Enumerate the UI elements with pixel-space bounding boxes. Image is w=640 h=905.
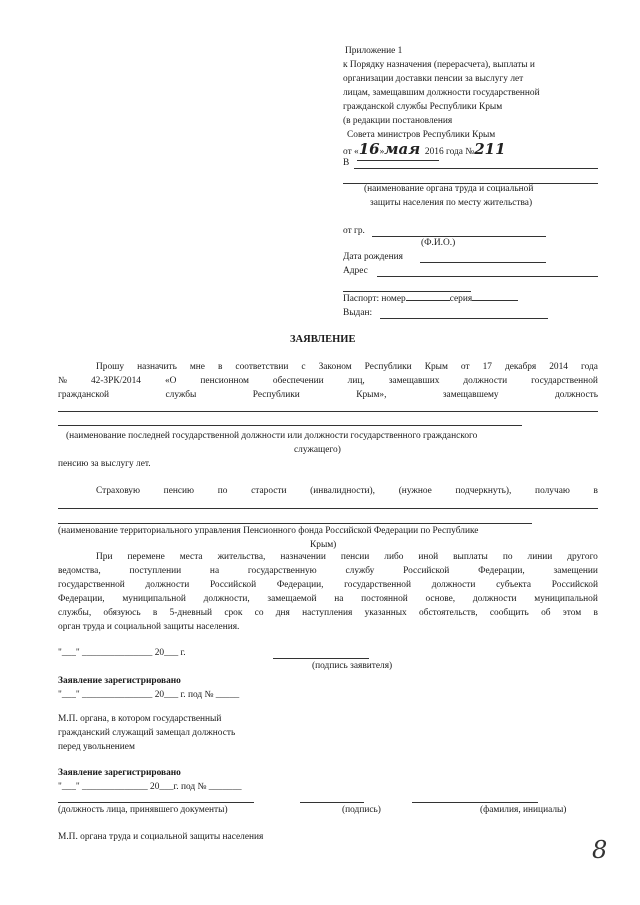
- word: по: [502, 552, 513, 562]
- handwritten-number: 211: [474, 140, 506, 158]
- word: либо: [384, 552, 404, 562]
- word: замещении: [553, 566, 598, 576]
- word: субъекта: [496, 580, 532, 590]
- word: службу: [345, 566, 375, 576]
- appendix-line-7: Совета министров Республики Крым: [347, 130, 496, 140]
- word: Федерации,: [478, 566, 525, 576]
- word: пенсии: [340, 552, 370, 562]
- para1-caption-2: служащего): [294, 445, 341, 455]
- word: выплаты: [453, 552, 488, 562]
- word: государственной: [58, 580, 125, 590]
- underline-pension-fund-2: [58, 523, 532, 524]
- passport-label: Паспорт: номер серия: [343, 294, 518, 304]
- to-label: В: [343, 158, 350, 168]
- underline-pension-fund-1: [58, 508, 598, 509]
- registration-2-name-line: [412, 802, 538, 803]
- word: должности,: [203, 594, 250, 604]
- appendix-line-1: Приложение 1: [345, 46, 403, 56]
- address-label: Адрес: [343, 266, 368, 276]
- word: наступления: [302, 608, 353, 618]
- underline-address-2: [343, 291, 471, 292]
- handwritten-month: мая: [384, 140, 421, 158]
- registration-2-line: "___" ______________ 20___г. под № _______: [58, 782, 242, 792]
- word: дня: [275, 608, 290, 618]
- registration-2-caption-name: (фамилия, инициалы): [480, 805, 567, 815]
- underline-position-1: [58, 411, 598, 412]
- page-number: 8: [592, 836, 608, 864]
- word: ведомства,: [58, 566, 101, 576]
- word: в: [217, 362, 223, 372]
- word: поступлении: [129, 566, 182, 576]
- underline-to: [354, 168, 598, 169]
- word: обеспечении: [272, 376, 324, 386]
- word: по: [217, 486, 228, 496]
- para2-line-1: [96, 486, 598, 496]
- word: замещавших: [388, 376, 440, 386]
- appendix-line-3: организации доставки пенсии за выслугу лет: [343, 74, 524, 84]
- word: перемене: [127, 552, 165, 562]
- word: Федерации,: [276, 580, 324, 590]
- word: линии: [527, 552, 553, 562]
- word: замещавшему: [442, 390, 499, 400]
- word: назначении: [280, 552, 326, 562]
- para1-line-3: [58, 390, 598, 400]
- applicant-date-line: "___" _______________ 20___ г.: [58, 648, 186, 658]
- underline-issued: [380, 318, 548, 319]
- word: должности: [463, 376, 508, 386]
- registration-1-mp-2: гражданский служащий замещал должность: [58, 728, 236, 738]
- word: При: [96, 552, 113, 562]
- word: в: [152, 608, 158, 618]
- registration-2-title: Заявление зарегистрировано: [58, 768, 181, 778]
- para1-line-1: [96, 362, 598, 372]
- underline-date: [357, 160, 439, 161]
- word: должности: [472, 594, 517, 604]
- from-label: от гр.: [343, 226, 365, 236]
- word: с: [301, 362, 306, 372]
- word: в: [593, 608, 598, 618]
- word: муниципальной: [534, 594, 598, 604]
- word: службы,: [58, 608, 92, 618]
- word: иной: [418, 552, 439, 562]
- word: этом: [562, 608, 582, 618]
- registration-2-position-line: [58, 802, 254, 803]
- word: года: [580, 362, 598, 372]
- word: должности: [431, 580, 476, 590]
- word: пенсию: [163, 486, 195, 496]
- para3-line-4: [58, 594, 598, 604]
- registration-2-caption-position: (должность лица, принявшего документы): [58, 805, 228, 815]
- word: №: [58, 376, 67, 386]
- word: обязуюсь: [103, 608, 141, 618]
- para1-caption-1: (наименование последней государственной должности или должности государственного гражданского: [66, 431, 478, 441]
- issued-label: Выдан:: [343, 308, 373, 318]
- word: Российской: [403, 566, 450, 576]
- word: государственной: [344, 580, 411, 590]
- word: муниципальной: [122, 594, 186, 604]
- word: службы: [165, 390, 197, 400]
- appendix-line-5: гражданской службы Республики Крым: [343, 102, 503, 112]
- word: должности: [145, 580, 190, 590]
- word: со: [254, 608, 264, 618]
- word: места: [179, 552, 203, 562]
- word: гражданской: [58, 390, 110, 400]
- para3-line-5: [58, 608, 598, 618]
- word: срок: [224, 608, 243, 618]
- handwritten-day: 16: [358, 140, 380, 158]
- word: Российской: [551, 580, 598, 590]
- word: постоянной: [361, 594, 408, 604]
- word: 42-ЗРК/2014: [90, 376, 141, 386]
- registration-1-title: Заявление зарегистрировано: [58, 676, 181, 686]
- word: назначить: [137, 362, 177, 372]
- word: соответствии: [235, 362, 289, 372]
- word: Прошу: [96, 362, 125, 372]
- para1-line-2: [58, 376, 598, 386]
- word: Страховую: [96, 486, 141, 496]
- para3-line-2: [58, 566, 598, 576]
- word: обстоятельств,: [418, 608, 478, 618]
- word: в: [593, 486, 598, 496]
- applicant-signature-line: [273, 658, 369, 659]
- registration-1-mp-3: перед увольнением: [58, 742, 135, 752]
- underline-address: [377, 276, 598, 277]
- appendix-line-4: лицам, замещавшим должности государственной: [343, 88, 540, 98]
- fio-caption: (Ф.И.О.): [421, 238, 456, 248]
- word: Республики: [364, 362, 412, 372]
- word: «О: [164, 376, 177, 386]
- word: Федерации,: [58, 594, 105, 604]
- word: декабря: [504, 362, 537, 372]
- word: другого: [567, 552, 598, 562]
- para2-caption-2: Крым): [310, 540, 337, 550]
- registration-2-caption-signature: (подпись): [342, 805, 381, 815]
- word: 2014: [549, 362, 568, 372]
- registration-2-signature-line: [300, 802, 364, 803]
- word: Законом: [318, 362, 352, 372]
- registration-1-mp-1: М.П. органа, в котором государственный: [58, 714, 222, 724]
- word: от: [460, 362, 470, 372]
- word: сообщить: [489, 608, 529, 618]
- underline-from: [372, 236, 546, 237]
- word: на: [334, 594, 344, 604]
- word: замещаемой: [267, 594, 317, 604]
- word: мне: [189, 362, 205, 372]
- word: (нужное: [398, 486, 432, 496]
- word: об: [541, 608, 551, 618]
- para3-line-1: [96, 552, 598, 562]
- word: 5-дневный: [169, 608, 213, 618]
- word: жительства,: [217, 552, 266, 562]
- word: на: [209, 566, 220, 576]
- para3-line-3: [58, 580, 598, 590]
- word: Республики: [252, 390, 300, 400]
- word: основе,: [425, 594, 456, 604]
- para2-caption-1: (наименование территориального управления Пенсионного фонда Российской Федерации по Республике: [58, 526, 479, 536]
- word: лиц,: [347, 376, 365, 386]
- word: Российской: [209, 580, 257, 590]
- word: должность: [555, 390, 598, 400]
- organ-caption-2: защиты населения по месту жительства): [370, 198, 533, 208]
- appendix-line-6: (в редакции постановления: [343, 116, 453, 126]
- word: получаю: [535, 486, 570, 496]
- document-title: ЗАЯВЛЕНИЕ: [290, 334, 356, 345]
- decree-date: от «16»мая 2016 года №211: [343, 140, 506, 158]
- dob-label: Дата рождения: [343, 252, 403, 262]
- para3-line-6: орган труда и социальной защиты населения.: [58, 622, 240, 632]
- applicant-signature-caption: (подпись заявителя): [312, 661, 393, 671]
- underline-position-2: [58, 425, 522, 426]
- word: государственной: [531, 376, 598, 386]
- word: государственную: [247, 566, 317, 576]
- word: указанных: [364, 608, 407, 618]
- word: Крым»,: [356, 390, 387, 400]
- word: (инвалидности),: [310, 486, 376, 496]
- para1-end: пенсию за выслугу лет.: [58, 459, 151, 469]
- registration-2-mp: М.П. органа труда и социальной защиты населения: [58, 832, 264, 842]
- underline-dob: [420, 262, 546, 263]
- word: Крым: [424, 362, 448, 372]
- registration-1-line: "___" _______________ 20___ г. под № _____: [58, 690, 240, 700]
- word: старости: [251, 486, 287, 496]
- organ-caption-1: (наименование органа труда и социальной: [364, 184, 534, 194]
- appendix-line-2: к Порядку назначения (перерасчета), выплаты и: [343, 60, 535, 70]
- word: 17: [482, 362, 492, 372]
- word: подчеркнуть),: [455, 486, 512, 496]
- word: пенсионном: [200, 376, 249, 386]
